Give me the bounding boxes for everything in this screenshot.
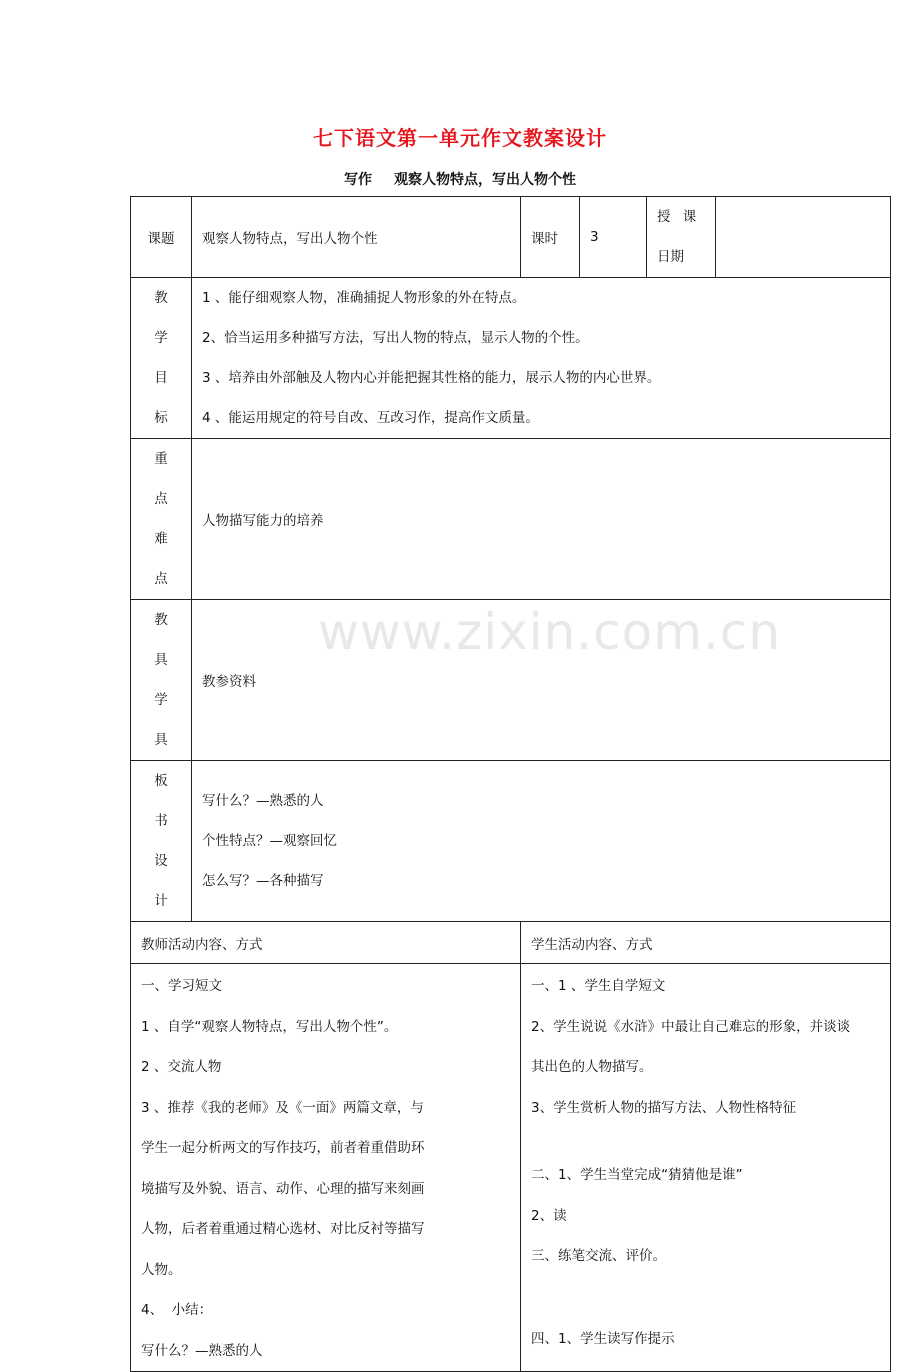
- board-design-content: [192, 761, 891, 922]
- watermark: www.zixin.com.cn: [318, 603, 782, 661]
- student-line: 四、1、学生读写作提示: [531, 1330, 675, 1347]
- goal-item: 1 、能仔细观察人物，准确捕捉人物形象的外在特点。: [202, 290, 526, 306]
- document-title: 七下语文第一单元作文教案设计: [313, 126, 607, 150]
- date-label: [647, 197, 716, 278]
- key-points-row: [131, 439, 891, 600]
- topic-label: 课题: [131, 197, 192, 278]
- student-spacer: [531, 1128, 880, 1155]
- board-design-label-line1: 板书: [154, 773, 186, 829]
- student-line: 其出色的人物描写。: [531, 1059, 653, 1075]
- board-design-row: [131, 761, 891, 922]
- document-subtitle: [0, 169, 920, 189]
- teacher-line: 4、 小结：: [141, 1302, 213, 1318]
- student-line: 二、1、学生当堂完成“猜猜他是谁”: [531, 1167, 743, 1183]
- hours-label: 课时: [521, 197, 580, 278]
- teacher-line: 境描写及外貌、语言、动作、心理的描写来刻画: [141, 1180, 425, 1197]
- teacher-line: 3 、推荐《我的老师》及《一面》两篇文章，与: [141, 1099, 424, 1116]
- subtitle-category: 写作: [344, 172, 372, 188]
- date-value: [716, 197, 891, 278]
- tools-label-line2: 学具: [154, 692, 186, 748]
- board-item: 个性特点？—观察回忆: [202, 833, 337, 849]
- student-line: 2、读: [531, 1207, 567, 1224]
- key-points-label-line1: 重点: [154, 451, 186, 507]
- board-design-label-line2: 设计: [154, 853, 186, 909]
- goal-item: 2、恰当运用多种描写方法，写出人物的特点，显示人物的个性。: [202, 330, 589, 346]
- board-design-label: [131, 761, 192, 922]
- student-activities: [521, 964, 891, 1372]
- goals-label-line1: 教学: [154, 290, 186, 346]
- teacher-header: 教师活动内容、方式: [131, 922, 521, 964]
- topic-row: [131, 197, 891, 278]
- date-label-line2: 日期: [657, 249, 684, 265]
- topic-value: 观察人物特点，写出人物个性: [192, 197, 521, 278]
- goals-content: [192, 278, 891, 439]
- teacher-line: 1 、自学“观察人物特点，写出人物个性”。: [141, 1018, 398, 1035]
- goal-item: 4 、能运用规定的符号自改、互改习作，提高作文质量。: [202, 410, 539, 426]
- student-line: 3、学生赏析人物的描写方法、人物性格特征: [531, 1099, 797, 1116]
- goals-row: [131, 278, 891, 439]
- student-spacer: [531, 1277, 880, 1319]
- student-line: 一、1 、学生自学短文: [531, 978, 666, 994]
- teacher-line: 一、学习短文: [141, 978, 222, 994]
- activity-content-row: [131, 964, 891, 1372]
- student-line: 三、练笔交流、评价。: [531, 1248, 666, 1264]
- key-points-label-line2: 难点: [154, 531, 186, 587]
- goal-item: 3 、培养由外部触及人物内心并能把握其性格的能力，展示人物的内心世界。: [202, 370, 661, 386]
- tools-value: 教参资料: [192, 600, 891, 761]
- activity-header-row: [131, 922, 891, 964]
- subtitle-topic: 观察人物特点，写出人物个性: [394, 172, 576, 188]
- board-item: 写什么？—熟悉的人: [202, 793, 324, 809]
- teacher-line: 人物，后者着重通过精心选材、对比反衬等描写: [141, 1221, 425, 1237]
- goals-label: [131, 278, 192, 439]
- student-line: 2、学生说说《水浒》中最让自己难忘的形象，并谈谈: [531, 1018, 851, 1035]
- lesson-plan-table: [130, 196, 891, 1372]
- teacher-line: 人物。: [141, 1261, 182, 1278]
- student-header: 学生活动内容、方式: [521, 922, 891, 964]
- teacher-activities: [131, 964, 521, 1372]
- date-label-line1: 授 课: [657, 209, 701, 225]
- tools-label-line1: 教具: [154, 612, 186, 668]
- teacher-line: 学生一起分析两文的写作技巧，前者着重借助环: [141, 1140, 425, 1156]
- teacher-line: 2 、交流人物: [141, 1059, 222, 1075]
- goals-label-line2: 目标: [154, 370, 186, 426]
- key-points-value: 人物描写能力的培养: [192, 439, 891, 600]
- hours-value: 3: [580, 197, 647, 278]
- tools-label: [131, 600, 192, 761]
- key-points-label: [131, 439, 192, 600]
- teacher-line: 写什么？—熟悉的人: [141, 1342, 263, 1359]
- board-item: 怎么写？—各种描写: [202, 873, 324, 889]
